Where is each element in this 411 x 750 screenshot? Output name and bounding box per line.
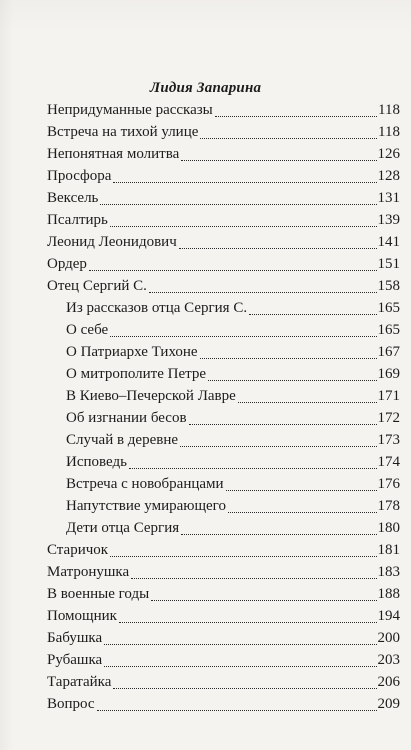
dot-leader — [200, 358, 377, 359]
toc-entry-page-number: 131 — [377, 190, 400, 206]
toc-entry-title: Из рассказов отца Сергия С. — [66, 300, 248, 316]
toc-subentry — [47, 517, 400, 539]
dot-leader — [110, 556, 376, 557]
dot-leader — [215, 116, 377, 117]
toc-entry-page-number: 118 — [378, 102, 400, 118]
toc-entry-title: Исповедь — [66, 454, 127, 470]
toc-entry-page-number: 128 — [377, 168, 400, 184]
dot-leader — [208, 380, 376, 381]
toc-entry-title: Встреча на тихой улице — [47, 124, 199, 140]
toc-entry-title: Вопрос — [47, 696, 95, 712]
dot-leader — [89, 270, 377, 271]
toc-entry-title: Вексель — [47, 190, 99, 206]
toc-entry-title: Непонятная молитва — [47, 146, 180, 162]
toc-entry — [47, 275, 400, 297]
toc-subentry — [47, 341, 400, 363]
toc-entry-title: Просфора — [47, 168, 112, 184]
toc-entry — [47, 649, 400, 671]
dot-leader — [228, 512, 377, 513]
toc-entry-page-number: 180 — [377, 520, 400, 536]
toc-entry — [47, 539, 400, 561]
toc-entry-page-number: 174 — [377, 454, 400, 470]
toc-entry — [47, 627, 400, 649]
toc-entry-title: Встреча с новобранцами — [66, 476, 224, 492]
toc-entry-page-number: 178 — [377, 498, 400, 514]
dot-leader — [131, 578, 376, 579]
toc-entry — [47, 231, 400, 253]
toc-entry-title: Отец Сергий С. — [47, 278, 147, 294]
toc-entry-title: О себе — [66, 322, 109, 338]
dot-leader — [180, 446, 376, 447]
dot-leader — [181, 160, 376, 161]
toc-entry — [47, 605, 400, 627]
toc-entry-title: Матронушка — [47, 564, 130, 580]
toc-entry-page-number: 181 — [377, 542, 400, 558]
toc-entry — [47, 693, 400, 715]
toc-entry-page-number: 126 — [377, 146, 400, 162]
toc-entry-title: Напутствие умирающего — [66, 498, 226, 514]
dot-leader — [113, 688, 376, 689]
toc-entry-page-number: 165 — [377, 300, 400, 316]
dot-leader — [200, 138, 377, 139]
dot-leader — [179, 248, 377, 249]
dot-leader — [249, 314, 376, 315]
toc-subentry — [47, 451, 400, 473]
toc-entry — [47, 99, 400, 121]
dot-leader — [104, 666, 376, 667]
toc-entry-title: О Патриархе Тихоне — [66, 344, 198, 360]
toc-entry — [47, 121, 400, 143]
toc-subentry — [47, 429, 400, 451]
toc-entry-title: Таратайка — [47, 674, 112, 690]
toc-subentry — [47, 407, 400, 429]
toc-entry-page-number: 176 — [377, 476, 400, 492]
toc-subentry — [47, 319, 400, 341]
toc-entry-title: Ордер — [47, 256, 87, 272]
dot-leader — [119, 622, 377, 623]
toc-entry-title: Помощник — [47, 608, 117, 624]
toc-entry-page-number: 206 — [377, 674, 400, 690]
dot-leader — [100, 204, 376, 205]
toc-subentry — [47, 473, 400, 495]
toc-entry-title: Псалтирь — [47, 212, 108, 228]
toc-entry — [47, 187, 400, 209]
toc-entry-page-number: 203 — [377, 652, 400, 668]
toc-entry-title: В военные годы — [47, 586, 150, 602]
toc-entry — [47, 209, 400, 231]
dot-leader — [189, 424, 377, 425]
toc-entry-page-number: 200 — [377, 630, 400, 646]
toc-entry-page-number: 139 — [377, 212, 400, 228]
dot-leader — [110, 226, 377, 227]
toc-entry-page-number: 188 — [377, 586, 400, 602]
dot-leader — [104, 644, 376, 645]
dot-leader — [181, 534, 376, 535]
toc-entry-title: Леонид Леонидович — [47, 234, 177, 250]
dot-leader — [113, 182, 376, 183]
toc-entry-page-number: 118 — [378, 124, 400, 140]
dot-leader — [97, 710, 377, 711]
dot-leader — [129, 468, 377, 469]
toc-entry — [47, 143, 400, 165]
toc-entry-title: Дети отца Сергия — [66, 520, 180, 536]
toc-entry-title: Бабушка — [47, 630, 103, 646]
toc-entry — [47, 583, 400, 605]
dot-leader — [149, 292, 377, 293]
toc-entry-title: Случай в деревне — [66, 432, 179, 448]
toc-entry — [47, 561, 400, 583]
toc-subentry — [47, 297, 400, 319]
toc-entry-title: Непридуманные рассказы — [47, 102, 213, 118]
table-of-contents — [47, 99, 400, 715]
toc-entry-page-number: 171 — [377, 388, 400, 404]
toc-entry-title: Рубашка — [47, 652, 103, 668]
toc-entry-page-number: 158 — [377, 278, 400, 294]
toc-entry-title: О митрополите Петре — [66, 366, 207, 382]
toc-entry-page-number: 194 — [377, 608, 400, 624]
toc-entry — [47, 253, 400, 275]
dot-leader — [110, 336, 376, 337]
toc-entry-page-number: 151 — [377, 256, 400, 272]
author-heading: Лидия Запарина — [149, 80, 262, 96]
toc-entry-title: Об изгнании бесов — [66, 410, 187, 426]
dot-leader — [238, 402, 377, 403]
toc-entry-page-number: 172 — [377, 410, 400, 426]
toc-entry-title: В Киево–Печерской Лавре — [66, 388, 236, 404]
toc-entry — [47, 671, 400, 693]
toc-entry-page-number: 165 — [377, 322, 400, 338]
toc-entry-page-number: 167 — [377, 344, 400, 360]
toc-entry-page-number: 173 — [377, 432, 400, 448]
dot-leader — [151, 600, 376, 601]
toc-entry-page-number: 169 — [377, 366, 400, 382]
toc-entry-page-number: 183 — [377, 564, 400, 580]
toc-subentry — [47, 385, 400, 407]
toc-entry-page-number: 141 — [377, 234, 400, 250]
toc-subentry — [47, 495, 400, 517]
toc-entry-title: Старичок — [47, 542, 109, 558]
toc-entry — [47, 165, 400, 187]
dot-leader — [226, 490, 377, 491]
toc-entry-page-number: 209 — [377, 696, 400, 712]
toc-subentry — [47, 363, 400, 385]
